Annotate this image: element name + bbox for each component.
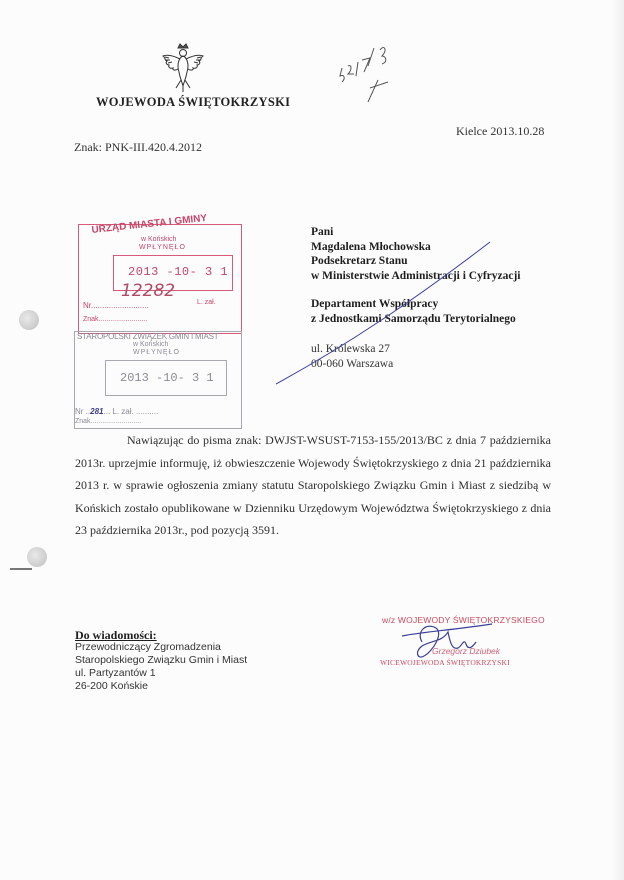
incoming-stamp-city-office [78, 212, 242, 334]
stamp-title: URZĄD MIASTA I GMINY [91, 212, 208, 236]
cc-line: ul. Partyzantów 1 [75, 667, 156, 679]
stamp-nr-value: 281 [90, 407, 104, 416]
body-paragraph: Nawiązując do pisma znak: DWJST-WSUST-7153-155/2013/BC z dnia 7 października 2013r. uprzejmie informuję, iż obwieszczenie Wojewody Świętokrzyskiego z dnia 21 października 2013 r. w sprawie ogłoszenia zmiany statutu Staropolskiego Związku Gmin i Miast z siedzibą w Końskich zostało opublikowane w Dzienniku Urzędowym Województwa Świętokrzyskiego z dnia 23 października 2013r., pod pozycją 3591. [75, 433, 551, 537]
cc-line: 26-200 Końskie [75, 680, 148, 692]
stamp-location: w Końskich [133, 341, 169, 348]
handwritten-slash-mark [270, 238, 500, 388]
stamp-registration-number: 12282 [121, 281, 176, 301]
department-line: Departament Współpracy [311, 298, 439, 310]
address-line: 00-060 Warszawa [311, 357, 394, 370]
addressee-line: Magdalena Młochowska [311, 240, 431, 253]
stamp-location: w Końskich [141, 236, 177, 243]
incoming-stamp-union [74, 331, 242, 429]
stamp-date: 2013 -10- 3 1 [128, 265, 229, 279]
stamp-date-box [105, 360, 227, 396]
department-line: z Jednostkami Samorządu Terytorialnego [311, 312, 516, 325]
stamp-znak: Znak......................... [83, 316, 148, 323]
address-line: ul. Królewska 27 [311, 343, 390, 355]
signatory-role: WICEWOJEWODA ŚWIĘTOKRZYSKI [380, 658, 510, 667]
stamp-nr: Nr.......................... [83, 301, 149, 310]
cc-title: Do wiadomości: [75, 628, 157, 642]
punch-hole-bottom [27, 547, 47, 567]
stamp-title: STAROPOLSKI ZWIĄZEK GMIN I MIAST [77, 332, 219, 341]
stamp-date: 2013 -10- 3 1 [120, 371, 214, 385]
signatory-name: Grzegorz Dziubek [432, 646, 501, 656]
stamp-received: WPŁYNĘŁO [133, 349, 180, 356]
cc-line: Przewodniczący Zgromadzenia [75, 641, 221, 653]
scan-edge-shadow [612, 0, 624, 880]
stamp-znak: Znak.......................... [75, 418, 142, 425]
stamp-nr: Nr ..281... L. zał. .......... [75, 407, 159, 416]
signature-on-behalf: w/z WOJEWODY ŚWIĘTOKRZYSKIEGO [382, 615, 545, 625]
polish-eagle-emblem-icon [160, 42, 206, 94]
addressee-line: Pani [311, 226, 334, 238]
cc-line: Staropolskiego Związku Gmin i Miast [75, 654, 248, 666]
date-place: Kielce 2013.10.28 [456, 124, 545, 138]
stamp-attachments: L. zał. [197, 299, 216, 306]
punch-hole-top [19, 310, 39, 330]
office-title: WOJEWODA ŚWIĘTOKRZYSKI [96, 95, 291, 109]
addressee-line: Podsekretarz Stanu [311, 255, 408, 267]
stamp-received: WPŁYNĘŁO [139, 244, 186, 251]
letter-body [75, 429, 551, 542]
cc-block [75, 641, 247, 693]
addressee-line: w Ministerstwie Administracji i Cyfryzacji [311, 269, 521, 282]
margin-mark [10, 568, 32, 570]
handwritten-reference-mark [334, 36, 394, 106]
reference-sign: Znak: PNK-III.420.4.2012 [74, 140, 202, 154]
